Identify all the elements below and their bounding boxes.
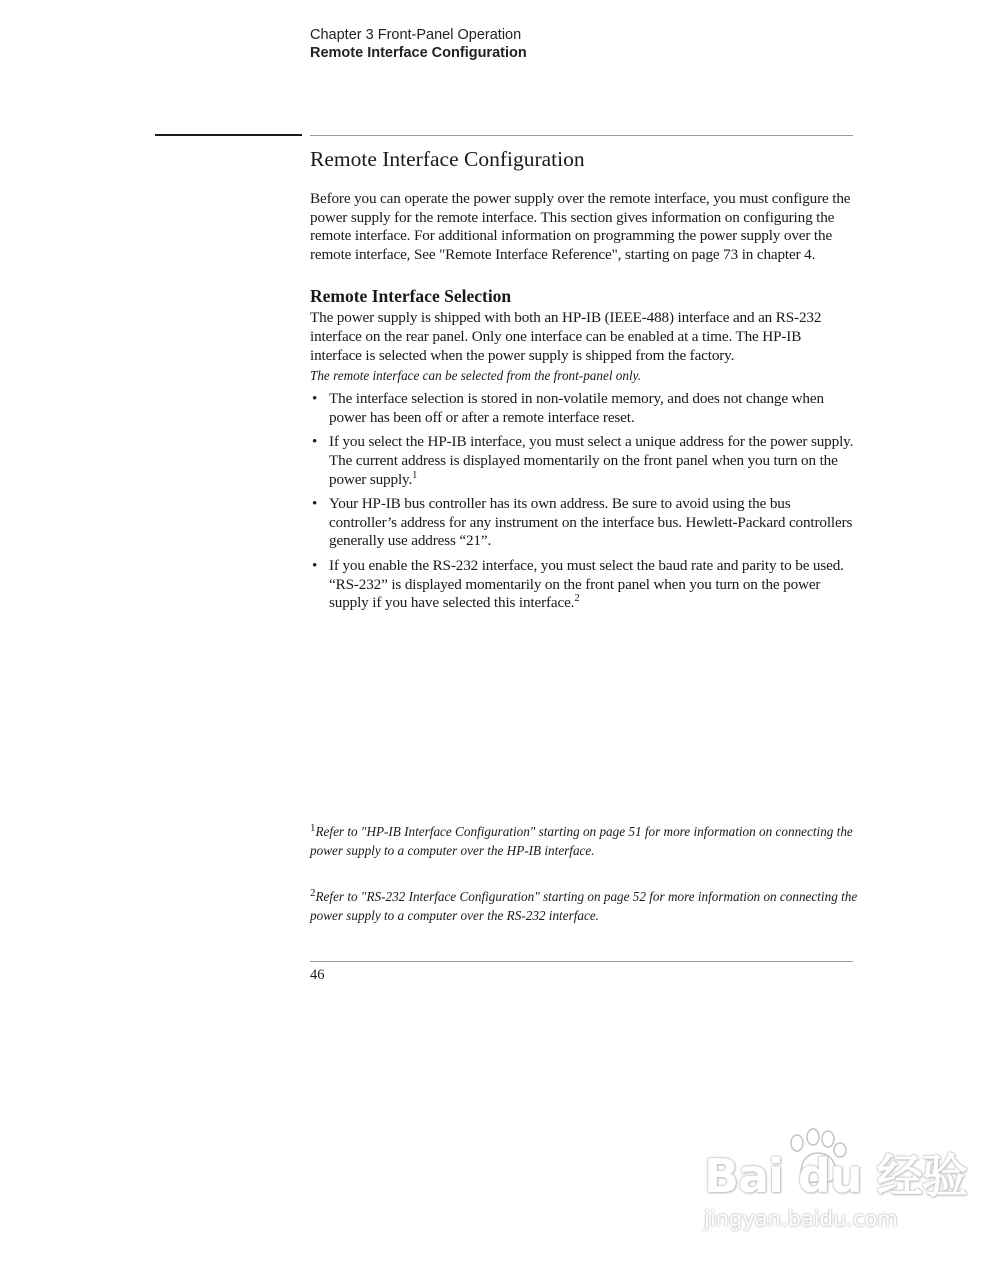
list-item-text: The interface selection is stored in non-volatile memory, and does not change when power has been off or after a remote interface reset.	[329, 390, 824, 426]
bullet-icon: •	[312, 495, 318, 513]
list-item-text: If you select the HP-IB interface, you must select a unique address for the power supply. The current address is displayed momentarily on the front panel when you turn on the power supply.	[329, 433, 854, 488]
page-number: 46	[310, 967, 325, 983]
header-section: Remote Interface Configuration	[310, 45, 527, 61]
bullet-icon: •	[312, 390, 318, 408]
bullet-icon: •	[312, 556, 318, 574]
subsection-title: Remote Interface Selection	[310, 286, 512, 307]
watermark-url: jingyan.baidu.com	[704, 1207, 898, 1231]
section-title: Remote Interface Configuration	[310, 147, 585, 171]
watermark-brand: Bai du 经验	[704, 1149, 967, 1203]
intro-paragraph: Before you can operate the power supply over the remote interface, you must configure the power supply for the remote interface. This section gives information on configuring the remote interface. For additional information on programming the power supply over the remote interface, See "Remote Interface Reference", starting on page 73 in chapter 4.	[310, 190, 851, 263]
list-item	[310, 495, 855, 551]
footnote	[310, 888, 858, 925]
subsection-body: The power supply is shipped with both an HP-IB (IEEE-488) interface and an RS-232 interface on the rear panel. Only one interface can be enabled at a time. The HP-IB interface is selected when the power supply is shipped from the factory.	[310, 309, 822, 364]
list-item	[310, 390, 855, 427]
footnote-text: Refer to "RS-232 Interface Configuration" starting on page 52 for more information on connecting the power supply to a computer over the RS-232 interface.	[310, 889, 858, 923]
subsection-note: The remote interface can be selected from the front-panel only.	[310, 368, 642, 384]
list-item-text: If you enable the RS-232 interface, you must select the baud rate and parity to be used. “RS-232” is displayed momentarily on the front panel when you turn on the power supply if you have selected this interface.	[329, 556, 844, 612]
running-header	[310, 26, 527, 62]
main-content	[310, 190, 855, 619]
footnote-ref[interactable]: 1	[412, 469, 418, 481]
section-rule-right	[310, 135, 853, 136]
list-item	[310, 433, 855, 489]
footnote-number: 1	[310, 822, 316, 834]
footnote	[310, 823, 858, 860]
bullet-list	[310, 390, 855, 613]
watermark	[700, 1128, 967, 1243]
list-item	[310, 557, 855, 613]
header-chapter: Chapter 3 Front-Panel Operation	[310, 27, 522, 43]
footnote-text: Refer to "HP-IB Interface Configuration" starting on page 51 for more information on connecting the power supply to a computer over the HP-IB interface.	[310, 824, 853, 858]
footnotes	[310, 823, 858, 925]
list-item-text: Your HP-IB bus controller has its own address. Be sure to avoid using the bus controller’s address for any instrument on the interface bus. Hewlett-Packard controllers generally use address “21”.	[329, 495, 853, 550]
footer-rule	[310, 961, 853, 962]
footnote-ref[interactable]: 2	[574, 593, 580, 605]
bullet-icon: •	[312, 433, 318, 451]
footnote-number: 2	[310, 887, 316, 900]
section-rule-left	[155, 134, 302, 136]
